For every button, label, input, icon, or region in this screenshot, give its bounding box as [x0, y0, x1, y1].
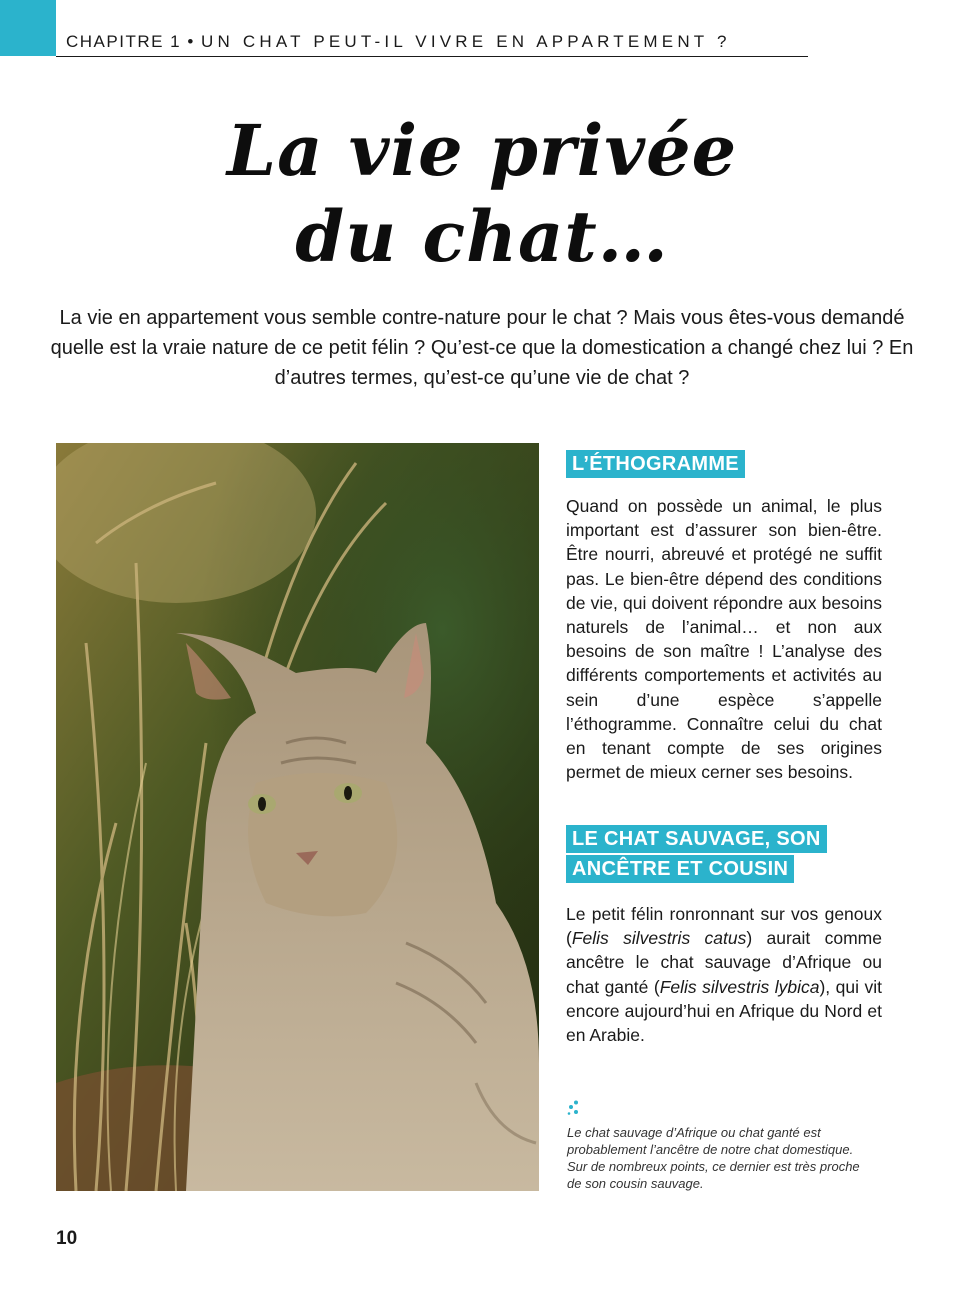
- caption-marker-icon: [567, 1100, 581, 1116]
- section-body-chat-sauvage: Le petit félin ronronnant sur vos genoux (Felis silvestris catus) aurait comme ancêtre le chat sauvage d’Afrique ou chat ganté (Felis silvestris lybica), qui vit encore aujourd’hui en Afrique du Nord et en Arabie.: [566, 904, 882, 1046]
- photo-caption: Le chat sauvage d’Afrique ou chat ganté est probablement l’ancêtre de notre chat domestique. Sur de nombreux points, ce dernier est très proche de son cousin sauvage.: [567, 1125, 860, 1191]
- page-number: 10: [56, 1228, 78, 1249]
- section-heading-chat-sauvage: LE CHAT SAUVAGE, SON ANCÊTRE ET COUSIN: [566, 824, 866, 884]
- header-accent-block: [0, 0, 56, 56]
- latin-name-lybica: Felis silvestris lybica: [659, 976, 820, 997]
- chapter-label: CHAPITRE 1 •: [66, 32, 195, 51]
- page-title-line-2: du chat…: [295, 195, 669, 278]
- intro-paragraph: La vie en appartement vous semble contre-nature pour le chat ? Mais vous êtes-vous demandé quelle est la vraie nature de ce petit félin ? Qu’est-ce que la domestication a changé chez lui ? En d’autres termes, qu’est-ce qu’une vie de chat ?: [50, 307, 914, 389]
- latin-name-catus: Felis silvestris catus: [571, 928, 747, 949]
- cat-photo: [56, 443, 539, 1191]
- page-title-line-1: La vie privée: [226, 109, 738, 192]
- running-header: [66, 32, 731, 52]
- chapter-title: UN CHAT PEUT-IL VIVRE EN APPARTEMENT ?: [201, 32, 731, 51]
- header-rule: [56, 56, 808, 57]
- section-heading-ethogramme: L’ÉTHOGRAMME: [566, 449, 882, 479]
- section-body-ethogramme: Quand on possède un animal, le plus important est d’assurer son bien-être. Être nourri, abreuvé et protégé ne suffit pas. Le bien-être dépend des conditions de vie, qui doivent répondre aux besoins naturels de l’animal… et non aux besoins de son maître ! L’analyse des différents comportements et activités au sein d’une espèce s’appelle l’éthogramme. Connaître celui du chat en tenant compte de ses origines permet de mieux cerner ses besoins.: [566, 496, 882, 783]
- page-title: [0, 108, 964, 280]
